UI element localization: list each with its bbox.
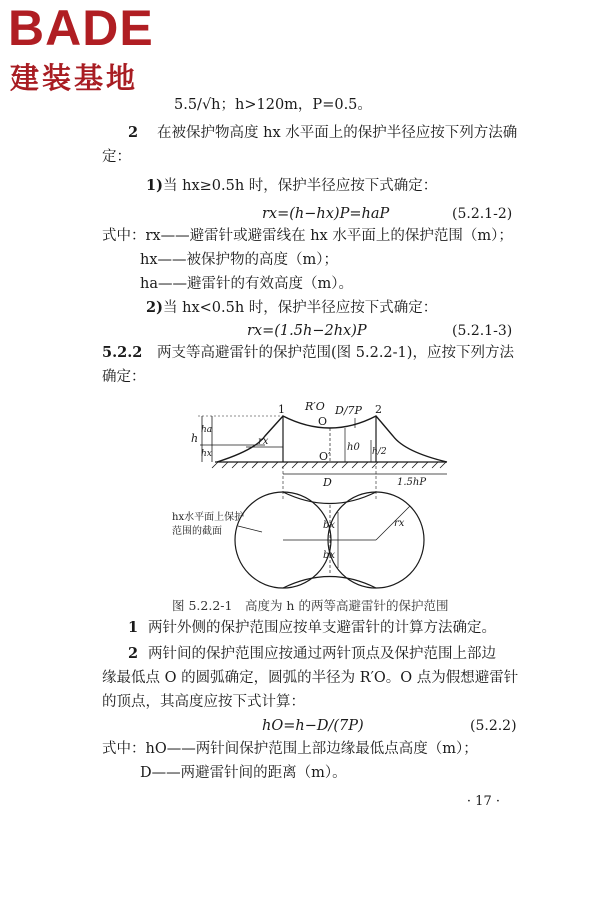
text-line-1: 5.5/√h；h>120m，P=0.5。 <box>174 97 372 113</box>
logo-wordmark: BADE <box>8 0 154 56</box>
label-h2: h/2 <box>372 447 387 457</box>
text-line-4: 当 hx≥0.5h 时，保护半径应按下式确定： <box>163 178 438 194</box>
label-rod-2: 2 <box>375 403 382 416</box>
label-section-line1: hx水平面上保护 <box>172 512 245 523</box>
text-line-5: 式中：rx——避雷针或避雷线在 hx 水平面上的保护范围（m）； <box>102 228 513 244</box>
equation-1: rx=(h−hx)P=haP <box>262 206 390 222</box>
label-o-bottom: O′ <box>319 450 331 463</box>
paragraph-number-1: 1 <box>128 619 139 636</box>
label-ha: ha <box>201 425 213 435</box>
equation-3: hO=h−D/(7P) <box>262 718 364 734</box>
text-line-7: ha——避雷针的有效高度（m）。 <box>140 276 353 292</box>
equation-3-number: (5.2.2) <box>470 718 517 734</box>
paragraph-2-line-1: 两针间的保护范围应按通过两针顶点及保护范围上部边 <box>148 646 496 662</box>
label-rod-1: 1 <box>278 403 285 416</box>
label-r-o: R′O <box>305 400 325 413</box>
equation-2-number: (5.2.1-3) <box>452 323 513 339</box>
item-number-2: 2 <box>128 124 139 141</box>
subitem-number-1: 1) <box>146 177 163 194</box>
subitem-number-2: 2) <box>146 299 163 316</box>
label-rx: rx <box>258 436 269 447</box>
section-number: 5.2.2 <box>102 344 143 361</box>
text-line-6: hx——被保护物的高度（m）； <box>140 252 339 268</box>
label-h: h <box>191 432 199 445</box>
label-d7p: D/7P <box>335 404 362 417</box>
text-line-3: 定： <box>102 149 131 165</box>
text-line-11: 式中：hO——两针间保护范围上部边缘最低点高度（m）； <box>102 741 478 757</box>
logo-subtitle: 建装基地 <box>10 61 139 95</box>
label-rx-circle: rx <box>394 518 405 529</box>
section-leader-line <box>238 526 262 532</box>
figure-caption: 图 5.2.2-1 高度为 h 的两等高避雷针的保护范围 <box>172 598 449 613</box>
paragraph-2-line-2: 缘最低点 O 的圆弧确定，圆弧的半径为 R′O。O 点为假想避雷针 <box>102 670 519 686</box>
text-line-9: 两支等高避雷针的保护范围(图 5.2.2-1)，应按下列方法 <box>157 345 514 361</box>
text-line-12: D——两避雷针间的距离（m）。 <box>140 765 347 781</box>
paragraph-1: 两针外侧的保护范围应按单支避雷针的计算方法确定。 <box>148 620 496 636</box>
equation-1-number: (5.2.1-2) <box>452 206 513 222</box>
label-bx-bottom: bx <box>323 550 336 561</box>
paragraph-2-line-3: 的顶点，其高度应按下式计算： <box>102 694 305 710</box>
label-h0: h0 <box>347 442 360 453</box>
protection-outline <box>217 416 447 462</box>
page-number: · 17 · <box>466 794 500 809</box>
label-o-top: O <box>318 415 328 428</box>
text-line-10: 确定： <box>102 369 146 385</box>
label-d: D <box>323 476 332 489</box>
label-bx-top: bx <box>323 520 336 531</box>
rx-radius-line <box>376 506 410 540</box>
label-hx: hx <box>201 449 212 459</box>
label-15hp: 1.5hP <box>397 477 427 488</box>
text-line-2: 在被保护物高度 hx 水平面上的保护半径应按下列方法确 <box>157 125 518 141</box>
label-section-line2: 范围的截面 <box>172 526 222 537</box>
equation-2: rx=(1.5h−2hx)P <box>247 323 367 339</box>
paragraph-number-2: 2 <box>128 645 139 662</box>
text-line-8: 当 hx<0.5h 时，保护半径应按下式确定： <box>163 300 438 316</box>
